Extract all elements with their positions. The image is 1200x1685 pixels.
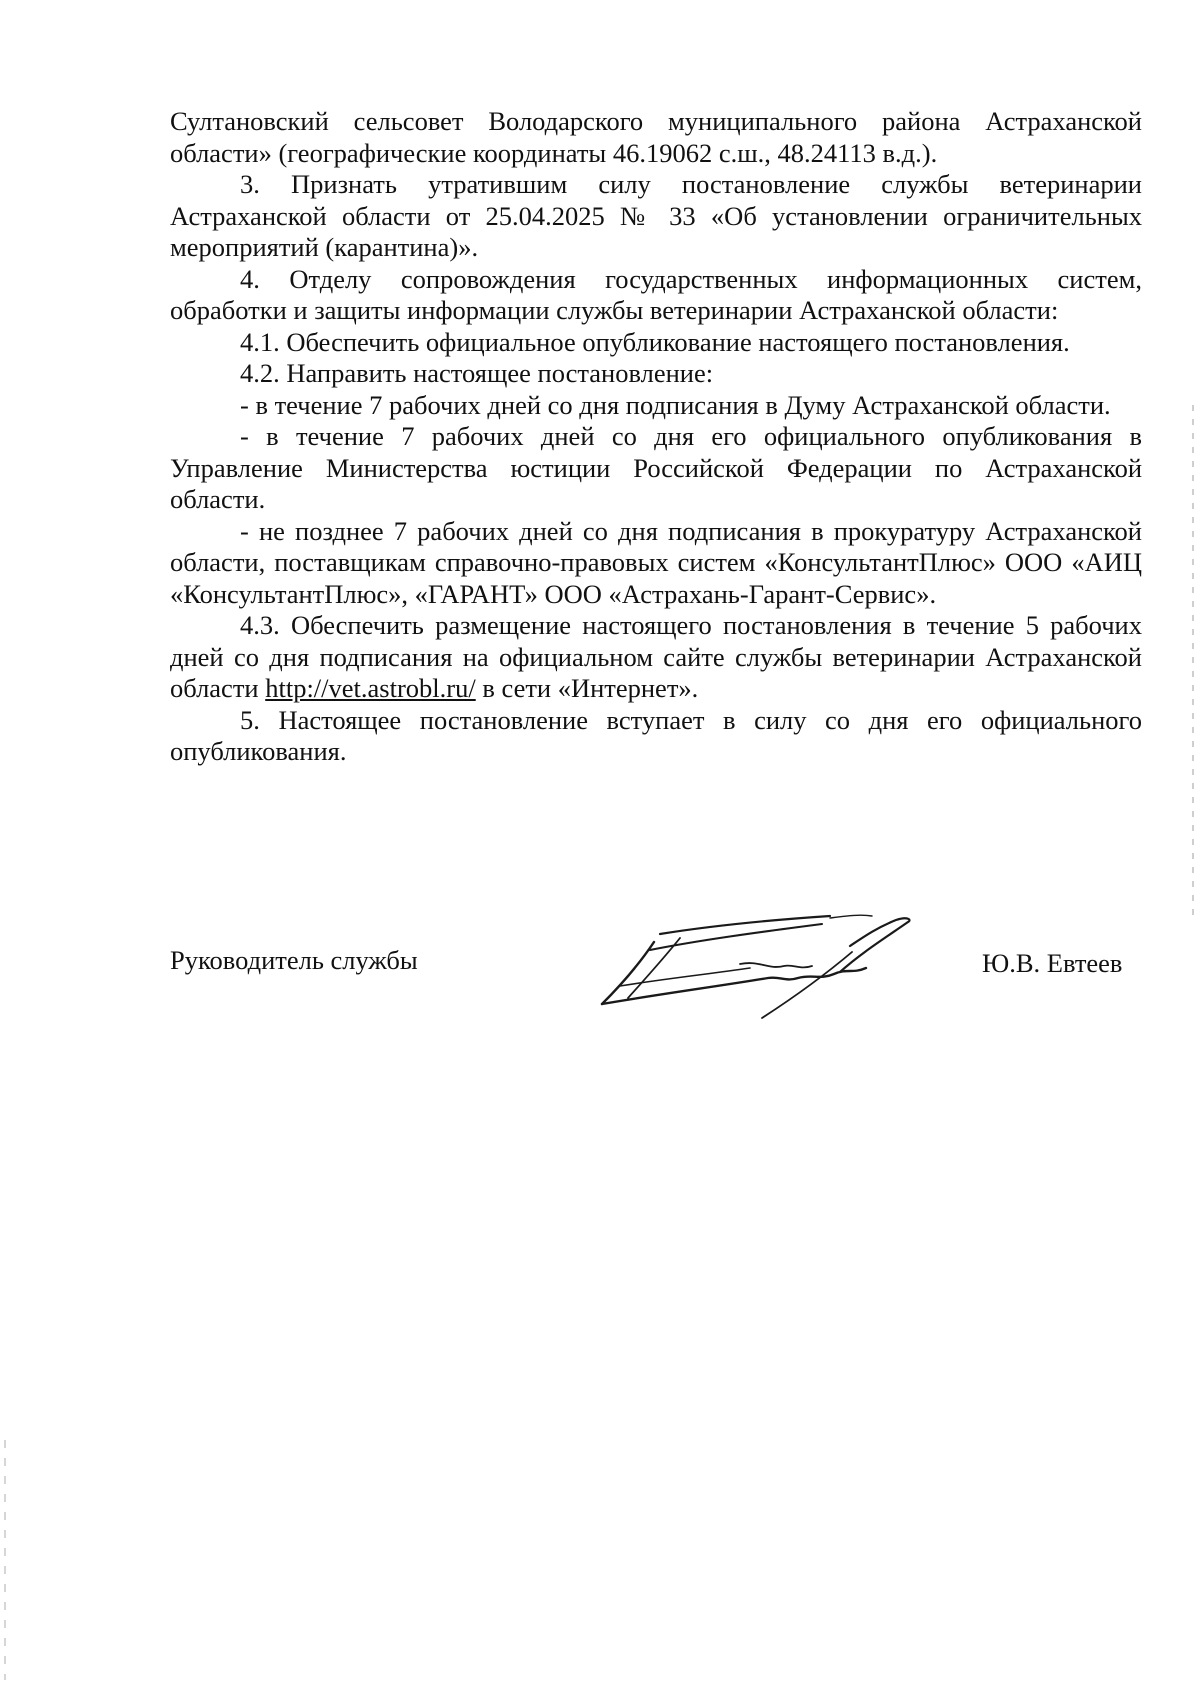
signatory-name: Ю.В. Евтеев: [982, 948, 1123, 978]
paragraph-4-1: 4.1. Обеспечить официальное опубликование настоящего постановления.: [240, 326, 1070, 357]
paragraph-4-3-tail: в сети «Интернет».: [475, 673, 699, 703]
paragraph-4-2-prosecutor: - не позднее 7 рабочих дней со дня подписания в прокуратуру Астраханской области, поставщикам справочно-правовых систем «КонсультантПлюс» ООО «АИЦ «КонсультантПлюс», «ГАРАНТ» ООО «Астрахань-Гарант-Сервис».: [170, 515, 1142, 609]
paragraph-4-3-text: 4.3. Обеспечить размещение настоящего постановления в течение 5 рабочих дней со дня подписания на официальном сайте службы ветеринарии Астраханской области: [170, 610, 1142, 703]
paragraph-4: 4. Отделу сопровождения государственных информационных систем, обработки и защиты информации службы ветеринарии Астраханской области:: [170, 263, 1142, 325]
paragraph-continuation: Султановский сельсовет Володарского муниципального района Астраханской области» (географические координаты 46.19062 с.ш., 48.24113 в.д.).: [170, 106, 1142, 168]
paragraph-3: 3. Признать утратившим силу постановление службы ветеринарии Астраханской области от 25.04.2025 № 33 «Об установлении ограничительных мероприятий (карантина)».: [170, 169, 1142, 262]
paragraph-5: 5. Настоящее постановление вступает в силу со дня его официального опубликования.: [170, 704, 1142, 766]
paragraph-4-2: 4.2. Направить настоящее постановление:: [240, 358, 714, 388]
scan-edge-artifact: [1192, 405, 1194, 915]
paragraph-4-3: [170, 610, 1142, 705]
website-link[interactable]: http://vet.astrobl.ru/: [265, 673, 476, 703]
document-body: [170, 106, 1142, 768]
paragraph-4-2-duma: - в течение 7 рабочих дней со дня подписания в Думу Астраханской области.: [240, 389, 1111, 420]
handwritten-signature: [590, 912, 920, 1022]
scan-edge-artifact-left: [4, 1440, 6, 1680]
signatory-title: Руководитель службы: [170, 945, 418, 975]
paragraph-4-2-ministry: - в течение 7 рабочих дней со дня его официального опубликования в Управление Министерства юстиции Российской Федерации по Астраханской области.: [170, 421, 1142, 514]
